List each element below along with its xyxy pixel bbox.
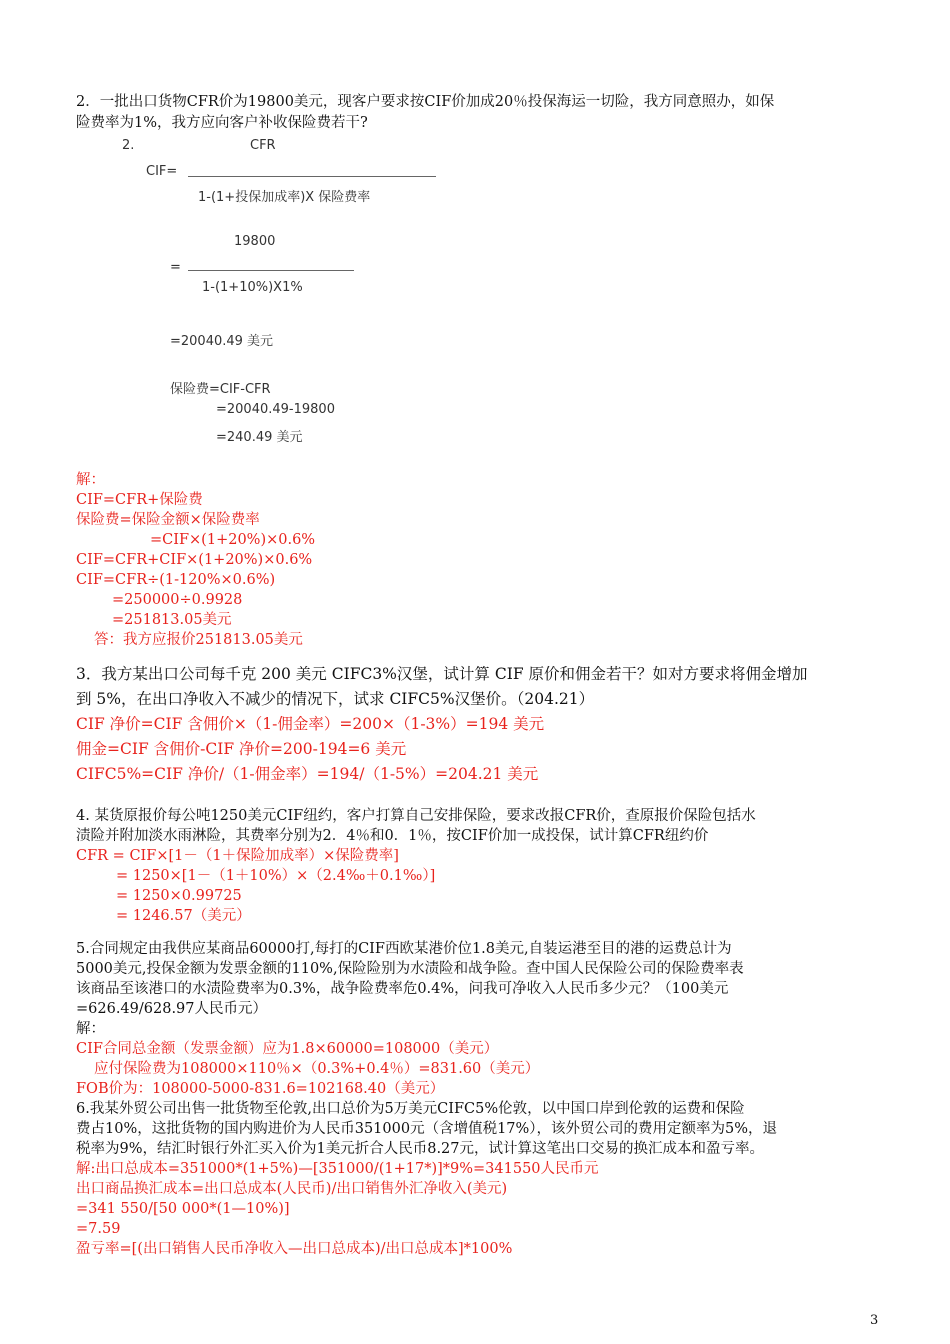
q5-text-line-4: =626.49/628.97人民币元） (76, 1001, 268, 1017)
q2-text-line-2: 险费率为1%，我方应向客户补收保险费若干? (76, 115, 368, 131)
q3-text-line-2: 到 5%，在出口净收入不减少的情况下，试求 CIFC5%汉堡价。（204.21） (76, 690, 595, 708)
q6-answer-5: 盈亏率=[(出口销售人民币净收入—出口总成本)/出口总成本]*100% (76, 1241, 513, 1257)
fraction-bar-2 (188, 270, 354, 271)
q6-text-line-2: 费占10%，这批货物的国内购进价为人民币351000元（含增值税17%），该外贸公司的费用定额率为5%，退 (76, 1121, 778, 1137)
q6-text-line-3: 税率为9%，结汇时银行外汇买入价为1美元折合人民币8.27元，试计算这笔出口交易的换汇成本和盈亏率。 (76, 1141, 765, 1157)
formula-equals-2: = (170, 260, 181, 275)
q5-solution-label: 解： (76, 1021, 105, 1037)
q3-answer-2: 佣金=CIF 含佣价-CIF 净价=200-194=6 美元 (76, 740, 407, 758)
q3-answer-3: CIFC5%=CIF 净价/（1-佣金率）=194/（1-5%）=204.21 美元 (76, 765, 539, 783)
q5-text-line-1: 5.合同规定由我供应某商品60000打,每打的CIF西欧某港价位1.8美元,自装运港至目的港的运费总计为 (76, 941, 732, 957)
q4-text-line-1: 4. 某货原报价每公吨1250美元CIF纽约，客户打算自己安排保险，要求改报CFR价，查原报价保险包括水 (76, 808, 756, 824)
formula-denominator-1: 1-(1+投保加成率)X 保险费率 (198, 190, 371, 205)
q2-text-line-1: 2．一批出口货物CFR价为19800美元，现客户要求按CIF价加成20％投保海运一切险，我方同意照办，如保 (76, 94, 775, 110)
q6-answer-1: 解:出口总成本=351000*(1+5%)—[351000/(1+17*)]*9%=341550人民币元 (76, 1161, 599, 1177)
q6-answer-3: =341 550/[50 000*(1—10%)] (76, 1201, 290, 1217)
fraction-bar-1 (188, 176, 436, 177)
sol2-line-4: =CIF×(1+20%)×0.6% (150, 532, 316, 548)
q6-text-line-1: 6.我某外贸公司出售一批货物至伦敦,出口总价为5万美元CIFC5%伦敦，以中国口岸到伦敦的运费和保险 (76, 1101, 745, 1117)
sol2-line-8: =251813.05美元 (112, 612, 232, 628)
formula-denominator-2: 1-(1+10%)X1% (202, 280, 303, 295)
q6-answer-4: =7.59 (76, 1221, 121, 1237)
sol2-line-7: =250000÷0.9928 (112, 592, 243, 608)
sol2-answer: 答：我方应报价251813.05美元 (94, 632, 303, 648)
q4-answer-1: CFR = CIF×[1－（1＋保险加成率）×保险费率] (76, 848, 399, 864)
q4-answer-4: = 1246.57（美元） (116, 908, 251, 924)
q6-answer-2: 出口商品换汇成本=出口总成本(人民币)/出口销售外汇净收入(美元) (76, 1181, 508, 1197)
q4-answer-2: = 1250×[1－（1＋10%）×（2.4‰＋0.1‰）] (116, 868, 436, 884)
sol2-line-1: 解： (76, 472, 105, 488)
formula-numerator-1: CFR (250, 138, 276, 153)
q5-answer-1: CIF合同总金额（发票金额）应为1.8×60000=108000（美元） (76, 1041, 499, 1057)
sol2-line-2: CIF=CFR+保险费 (76, 492, 203, 508)
q4-answer-3: = 1250×0.99725 (116, 888, 242, 904)
formula-lhs-1: CIF= (146, 164, 178, 179)
formula-image (118, 134, 448, 444)
formula-numerator-2: 19800 (234, 234, 276, 249)
q5-answer-2: 应付保险费为108000×110％×（0.3%+0.4％）=831.60（美元） (94, 1061, 540, 1077)
premium-line-3: =240.49 美元 (216, 430, 303, 445)
sol2-line-3: 保险费=保险金额×保险费率 (76, 512, 260, 528)
formula-number: 2. (122, 138, 135, 153)
q5-text-line-3: 该商品至该港口的水渍险费率为0.3%，战争险费率危0.4%，问我可净收入人民币多少元？（100美元 (76, 981, 729, 997)
sol2-line-6: CIF=CFR÷(1-120%×0.6%) (76, 572, 276, 588)
q5-text-line-2: 5000美元,投保金额为发票金额的110%,保险险别为水渍险和战争险。查中国人民保险公司的保险费率表 (76, 961, 744, 977)
page-number: 3 (870, 1313, 879, 1328)
q4-text-line-2: 渍险并附加淡水雨淋险，其费率分别为2．4％和0．1％，按CIF价加一成投保，试计算CFR纽约价 (76, 828, 709, 844)
q5-answer-3: FOB价为：108000-5000-831.6=102168.40（美元） (76, 1081, 445, 1097)
sol2-line-5: CIF=CFR+CIF×(1+20%)×0.6% (76, 552, 313, 568)
q3-answer-1: CIF 净价=CIF 含佣价×（1-佣金率）=200×（1-3%）=194 美元 (76, 715, 545, 733)
q3-text-line-1: 3．我方某出口公司每千克 200 美元 CIFC3%汉堡，试计算 CIF 原价和佣金若干？如对方要求将佣金增加 (76, 665, 808, 683)
premium-line-2: =20040.49-19800 (216, 402, 335, 417)
premium-line-1: 保险费=CIF-CFR (170, 382, 271, 397)
formula-result: =20040.49 美元 (170, 334, 274, 349)
